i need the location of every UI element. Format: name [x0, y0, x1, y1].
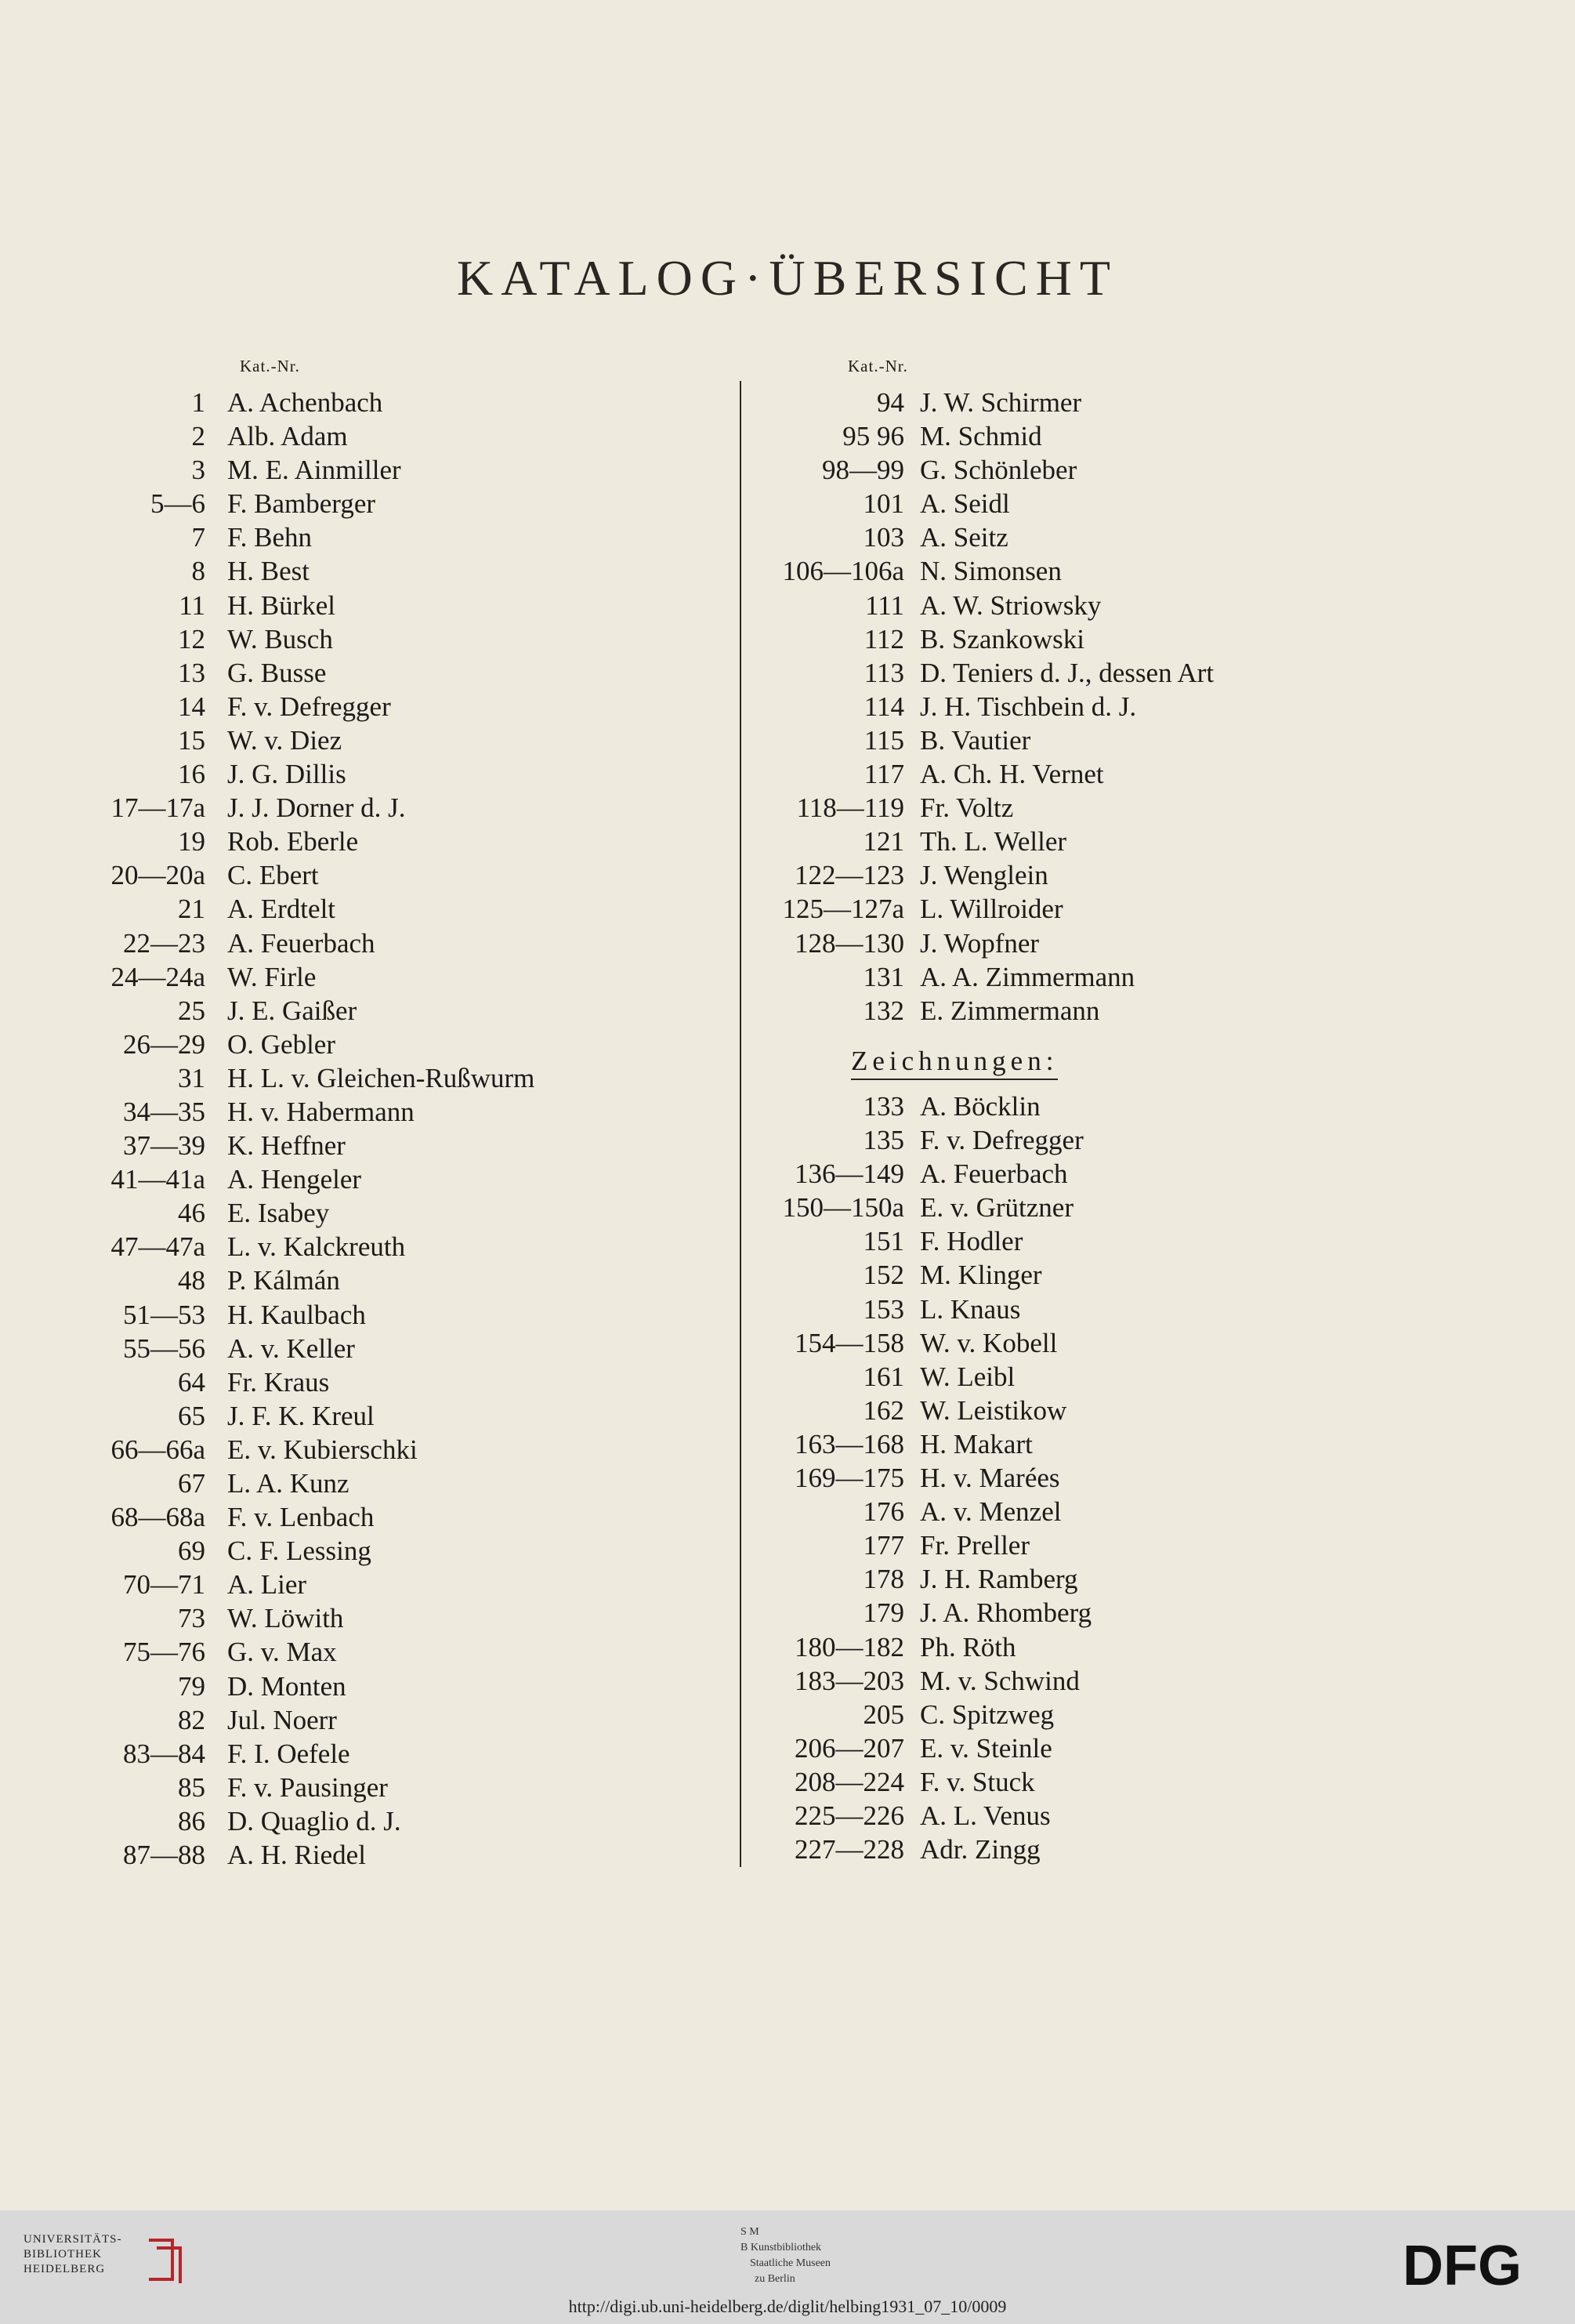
catalog-entry — [0, 1433, 737, 1467]
catalog-number: 112 — [864, 623, 904, 654]
drawing-entry — [777, 1562, 1561, 1596]
drawing-entry — [777, 1258, 1561, 1292]
artist-name: A. v. Menzel — [920, 1496, 1062, 1528]
artist-name: H. v. Marées — [920, 1463, 1060, 1494]
catalog-number: 94 — [877, 387, 904, 418]
artist-name: L. Willroider — [920, 894, 1063, 925]
catalog-number: 98—99 — [822, 455, 904, 486]
catalog-entry — [0, 386, 737, 419]
catalog-entry — [0, 1601, 737, 1635]
right-catalog-list — [777, 386, 1561, 1028]
catalog-entry — [777, 791, 1561, 825]
artist-name: A. W. Striowsky — [920, 589, 1102, 621]
catalog-number: 154—158 — [795, 1327, 904, 1358]
artist-name: G. Schönleber — [920, 455, 1077, 486]
artist-name: F. Hodler — [920, 1226, 1023, 1257]
artist-name: J. A. Rhomberg — [920, 1597, 1092, 1629]
drawing-entry — [777, 1123, 1561, 1157]
catalog-number: 114 — [864, 691, 904, 722]
catalog-number: 205 — [863, 1699, 904, 1730]
catalog-entry — [0, 1162, 737, 1196]
artist-name: F. v. Defregger — [920, 1125, 1084, 1156]
right-column-header: Kat.-Nr. — [848, 357, 908, 375]
artist-name: H. Kaulbach — [227, 1299, 366, 1330]
catalog-entry — [0, 1298, 737, 1332]
drawing-entry — [777, 1191, 1561, 1224]
catalog-number: 8 — [191, 556, 205, 587]
artist-name: J. F. K. Kreul — [227, 1400, 375, 1431]
artist-name: Fr. Kraus — [227, 1366, 330, 1398]
artist-name: Rob. Eberle — [227, 826, 359, 857]
catalog-entry — [777, 825, 1561, 858]
catalog-entry — [777, 487, 1561, 520]
catalog-entry — [0, 1500, 737, 1534]
catalog-entry — [777, 757, 1561, 791]
artist-name: A. Lier — [227, 1569, 307, 1601]
catalog-entry — [777, 960, 1561, 994]
artist-name: P. Kálmán — [227, 1265, 340, 1296]
drawing-entry — [777, 1360, 1561, 1394]
drawings-heading: Zeichnungen: — [851, 1046, 1058, 1080]
artist-name: J. Wenglein — [920, 860, 1048, 891]
catalog-number: 17—17a — [110, 792, 205, 824]
catalog-entry — [0, 520, 737, 554]
catalog-entry — [0, 1568, 737, 1601]
catalog-number: 121 — [863, 826, 904, 857]
catalog-number: 48 — [178, 1265, 205, 1296]
catalog-number: 133 — [863, 1091, 904, 1122]
catalog-number: 1 — [191, 387, 205, 418]
catalog-entry — [0, 1230, 737, 1264]
catalog-number: 79 — [178, 1670, 205, 1702]
catalog-entry — [0, 1399, 737, 1433]
artist-name: A. v. Keller — [227, 1332, 355, 1364]
drawing-entry — [777, 1833, 1561, 1866]
artist-name: B. Szankowski — [920, 623, 1084, 654]
artist-name: J. E. Gaißer — [227, 995, 357, 1026]
catalog-number: 177 — [863, 1530, 904, 1561]
drawings-list — [777, 1089, 1561, 1866]
drawing-entry — [777, 1157, 1561, 1191]
catalog-number: 67 — [178, 1468, 205, 1499]
catalog-number: 64 — [178, 1366, 205, 1398]
catalog-entry — [0, 622, 737, 656]
catalog-entry — [0, 1670, 737, 1703]
catalog-number: 115 — [864, 724, 904, 756]
drawing-entry — [777, 1461, 1561, 1495]
catalog-number: 178 — [863, 1564, 904, 1595]
catalog-number: 169—175 — [795, 1463, 904, 1494]
catalog-entry — [777, 994, 1561, 1028]
artist-name: J. W. Schirmer — [920, 387, 1082, 418]
catalog-number: 66—66a — [110, 1434, 205, 1465]
catalog-entry — [0, 419, 737, 453]
artist-name: A. L. Venus — [920, 1800, 1051, 1831]
drawing-entry — [777, 1326, 1561, 1360]
artist-name: W. Löwith — [227, 1603, 344, 1634]
artist-name: C. Spitzweg — [920, 1699, 1055, 1730]
catalog-entry — [777, 858, 1561, 892]
catalog-number: 37—39 — [123, 1130, 205, 1162]
catalog-entry — [0, 1804, 737, 1838]
artist-name: J. H. Tischbein d. J. — [920, 691, 1137, 722]
artist-name: F. v. Pausinger — [227, 1771, 388, 1803]
catalog-entry — [777, 386, 1561, 419]
catalog-number: 183—203 — [795, 1665, 904, 1696]
catalog-number: 208—224 — [795, 1766, 904, 1797]
catalog-entry — [0, 825, 737, 858]
catalog-number: 15 — [178, 724, 205, 756]
catalog-entry — [777, 589, 1561, 622]
drawing-entry — [777, 1427, 1561, 1461]
catalog-entry — [0, 1129, 737, 1162]
drawing-entry — [777, 1799, 1561, 1833]
catalog-entry — [0, 487, 737, 520]
catalog-number: 12 — [178, 623, 205, 654]
catalog-entry — [0, 960, 737, 994]
artist-name: F. v. Defregger — [227, 691, 391, 722]
drawing-entry — [777, 1765, 1561, 1799]
artist-name: J. H. Ramberg — [920, 1564, 1078, 1595]
catalog-number: 152 — [863, 1260, 904, 1291]
catalog-entry — [0, 791, 737, 825]
artist-name: D. Teniers d. J., dessen Art — [920, 657, 1215, 688]
catalog-number: 85 — [178, 1771, 205, 1803]
catalog-number: 69 — [178, 1535, 205, 1567]
artist-name: E. v. Grützner — [920, 1192, 1074, 1224]
catalog-number: 131 — [863, 961, 904, 992]
catalog-number: 179 — [863, 1597, 904, 1629]
catalog-number: 151 — [863, 1226, 904, 1257]
drawing-entry — [777, 1224, 1561, 1258]
artist-name: J. Wopfner — [920, 927, 1040, 959]
page-title: KATALOG·ÜBERSICHT — [457, 250, 1118, 306]
catalog-number: 13 — [178, 657, 205, 688]
library-stamp: S M B Kunstbibliothek Staatliche Museen zu Berlin — [740, 2226, 831, 2285]
catalog-number: 21 — [178, 894, 205, 925]
artist-name: E. Isabey — [227, 1198, 330, 1229]
catalog-number: 82 — [178, 1704, 205, 1735]
artist-name: Ph. Röth — [920, 1631, 1016, 1662]
catalog-entry — [777, 690, 1561, 723]
catalog-entry — [0, 1332, 737, 1365]
catalog-number: 19 — [178, 826, 205, 857]
catalog-entry — [0, 723, 737, 757]
catalog-entry — [0, 1771, 737, 1804]
catalog-number: 46 — [178, 1198, 205, 1229]
catalog-number: 73 — [178, 1603, 205, 1634]
catalog-entry — [777, 622, 1561, 656]
artist-name: L. A. Kunz — [227, 1468, 349, 1499]
artist-name: H. v. Habermann — [227, 1096, 415, 1127]
catalog-entry — [777, 723, 1561, 757]
artist-name: A. H. Riedel — [227, 1840, 366, 1871]
catalog-entry — [0, 1095, 737, 1129]
artist-name: F. Behn — [227, 522, 313, 553]
catalog-number: 3 — [191, 455, 205, 486]
artist-name: A. Seitz — [920, 522, 1008, 553]
artist-name: M. v. Schwind — [920, 1665, 1080, 1696]
catalog-entry — [777, 554, 1561, 588]
catalog-number: 135 — [863, 1125, 904, 1156]
catalog-entry — [0, 656, 737, 690]
catalog-entry — [0, 690, 737, 723]
catalog-entry — [0, 926, 737, 960]
artist-name: H. Best — [227, 556, 310, 587]
catalog-number: 25 — [178, 995, 205, 1026]
artist-name: A. Böcklin — [920, 1091, 1041, 1122]
catalog-entry — [0, 1196, 737, 1230]
drawing-entry — [777, 1293, 1561, 1326]
artist-name: E. v. Steinle — [920, 1732, 1052, 1764]
artist-name: Fr. Voltz — [920, 792, 1014, 824]
catalog-number: 26—29 — [123, 1028, 205, 1060]
artist-name: G. v. Max — [227, 1637, 337, 1668]
catalog-number: 125—127a — [782, 894, 904, 925]
artist-name: Fr. Preller — [920, 1530, 1030, 1561]
drawing-entry — [777, 1664, 1561, 1698]
artist-name: Alb. Adam — [227, 421, 348, 452]
left-catalog-list — [0, 386, 737, 1872]
catalog-number: 11 — [179, 589, 205, 621]
artist-name: F. v. Lenbach — [227, 1502, 375, 1533]
catalog-entry — [777, 520, 1561, 554]
catalog-number: 118—119 — [796, 792, 904, 824]
catalog-entry — [0, 1264, 737, 1297]
artist-name: E. v. Kubierschki — [227, 1434, 418, 1465]
artist-name: Th. L. Weller — [920, 826, 1067, 857]
drawing-entry — [777, 1596, 1561, 1630]
artist-name: F. v. Stuck — [920, 1766, 1035, 1797]
catalog-number: 31 — [178, 1062, 205, 1093]
artist-name: A. Erdtelt — [227, 894, 336, 925]
artist-name: C. Ebert — [227, 860, 319, 891]
catalog-entry — [0, 453, 737, 487]
artist-name: A. Feuerbach — [227, 927, 375, 959]
catalog-number: 176 — [863, 1496, 904, 1528]
catalog-entry — [0, 757, 737, 791]
catalog-number: 153 — [863, 1293, 904, 1325]
artist-name: J. G. Dillis — [227, 759, 346, 790]
catalog-number: 136—149 — [795, 1158, 904, 1190]
catalog-entry — [0, 1703, 737, 1737]
catalog-number: 47—47a — [110, 1231, 205, 1263]
catalog-number: 41—41a — [110, 1164, 205, 1195]
catalog-number: 7 — [191, 522, 205, 553]
catalog-entry — [0, 1635, 737, 1669]
catalog-number: 132 — [863, 995, 904, 1026]
catalog-entry — [0, 994, 737, 1028]
catalog-entry — [0, 1365, 737, 1399]
dfg-logo[interactable] — [1403, 2238, 1551, 2293]
artist-name: M. E. Ainmiller — [227, 455, 401, 486]
artist-name: F. I. Oefele — [227, 1738, 350, 1769]
catalog-entry — [777, 419, 1561, 453]
artist-name: A. Seidl — [920, 488, 1010, 520]
column-divider — [740, 381, 741, 1867]
artist-name: M. Schmid — [920, 421, 1042, 452]
catalog-number: 225—226 — [795, 1800, 904, 1831]
artist-name: Adr. Zingg — [920, 1834, 1041, 1865]
catalog-number: 117 — [864, 759, 904, 790]
catalog-number: 95 96 — [842, 421, 904, 452]
artist-name: A. Ch. H. Vernet — [920, 759, 1104, 790]
catalog-number: 70—71 — [123, 1569, 205, 1601]
artist-name: H. L. v. Gleichen-Rußwurm — [227, 1062, 535, 1093]
catalog-number: 206—207 — [795, 1732, 904, 1764]
artist-name: A. Hengeler — [227, 1164, 362, 1195]
artist-name: D. Quaglio d. J. — [227, 1805, 401, 1836]
catalog-number: 68—68a — [110, 1502, 205, 1533]
artist-name: E. Zimmermann — [920, 995, 1100, 1026]
catalog-number: 122—123 — [795, 860, 904, 891]
artist-name: G. Busse — [227, 657, 327, 688]
catalog-number: 150—150a — [782, 1192, 904, 1224]
catalog-number: 83—84 — [123, 1738, 205, 1769]
catalog-entry — [777, 926, 1561, 960]
artist-name: W. Firle — [227, 961, 317, 992]
catalog-entry — [0, 554, 737, 588]
drawing-entry — [777, 1528, 1561, 1562]
catalog-entry — [0, 589, 737, 622]
artist-name: D. Monten — [227, 1670, 346, 1702]
artist-name: F. Bamberger — [227, 488, 376, 520]
drawing-entry — [777, 1731, 1561, 1765]
catalog-number: 128—130 — [795, 927, 904, 959]
svg-text:DFG: DFG — [1403, 2238, 1522, 2293]
artist-name: A. A. Zimmermann — [920, 961, 1135, 992]
artist-name: L. v. Kalckreuth — [227, 1231, 406, 1263]
catalog-number: 14 — [178, 691, 205, 722]
catalog-number: 87—88 — [123, 1840, 205, 1871]
artist-name: W. v. Diez — [227, 724, 342, 756]
catalog-number: 162 — [863, 1394, 904, 1426]
catalog-entry — [0, 1737, 737, 1771]
library-mark-icon — [141, 2232, 188, 2287]
catalog-number: 106—106a — [782, 556, 904, 587]
catalog-number: 227—228 — [795, 1834, 904, 1865]
artist-name: B. Vautier — [920, 724, 1031, 756]
artist-name: W. Leibl — [920, 1361, 1016, 1392]
catalog-number: 34—35 — [123, 1096, 205, 1127]
artist-name: W. Leistikow — [920, 1394, 1067, 1426]
catalog-number: 5—6 — [150, 488, 205, 520]
artist-name: H. Bürkel — [227, 589, 336, 621]
catalog-number: 24—24a — [110, 961, 205, 992]
catalog-number: 101 — [863, 488, 904, 520]
artist-name: Jul. Noerr — [227, 1704, 337, 1735]
artist-name: W. v. Kobell — [920, 1327, 1058, 1358]
catalog-entry — [0, 1534, 737, 1568]
drawing-entry — [777, 1394, 1561, 1427]
page-url[interactable]: http://digi.ub.uni-heidelberg.de/diglit/helbing1931_07_10/0009 — [568, 2297, 1007, 2316]
catalog-entry — [0, 858, 737, 892]
catalog-number: 161 — [863, 1361, 904, 1392]
catalog-number: 16 — [178, 759, 205, 790]
artist-name: H. Makart — [920, 1428, 1033, 1459]
catalog-number: 75—76 — [123, 1637, 205, 1668]
artist-name: L. Knaus — [920, 1293, 1021, 1325]
catalog-entry — [777, 656, 1561, 690]
catalog-number: 180—182 — [795, 1631, 904, 1662]
catalog-number: 22—23 — [123, 927, 205, 959]
catalog-number: 2 — [191, 421, 205, 452]
catalog-number: 103 — [863, 522, 904, 553]
artist-name: A. Achenbach — [227, 387, 383, 418]
artist-name: K. Heffner — [227, 1130, 346, 1162]
artist-name: W. Busch — [227, 623, 333, 654]
left-column-header: Kat.-Nr. — [240, 357, 300, 375]
catalog-entry — [0, 1061, 737, 1095]
catalog-number: 65 — [178, 1400, 205, 1431]
artist-name: O. Gebler — [227, 1028, 336, 1060]
drawing-entry — [777, 1495, 1561, 1528]
university-library-logo[interactable]: UNIVERSITÄTS- BIBLIOTHEK HEIDELBERG — [24, 2233, 122, 2275]
catalog-number: 111 — [865, 589, 904, 621]
catalog-number: 86 — [178, 1805, 205, 1836]
artist-name: N. Simonsen — [920, 556, 1062, 587]
catalog-number: 20—20a — [110, 860, 205, 891]
catalog-number: 113 — [864, 657, 904, 688]
drawing-entry — [777, 1698, 1561, 1731]
artist-name: A. Feuerbach — [920, 1158, 1068, 1190]
drawing-entry — [777, 1630, 1561, 1664]
catalog-number: 163—168 — [795, 1428, 904, 1459]
catalog-entry — [0, 1028, 737, 1061]
catalog-entry — [777, 453, 1561, 487]
artist-name: J. J. Dorner d. J. — [227, 792, 406, 824]
catalog-entry — [0, 892, 737, 926]
catalog-number: 51—53 — [123, 1299, 205, 1330]
catalog-number: 55—56 — [123, 1332, 205, 1364]
artist-name: M. Klinger — [920, 1260, 1042, 1291]
artist-name: C. F. Lessing — [227, 1535, 371, 1567]
catalog-entry — [0, 1838, 737, 1872]
catalog-entry — [0, 1467, 737, 1500]
drawing-entry — [777, 1089, 1561, 1123]
catalog-entry — [777, 892, 1561, 926]
